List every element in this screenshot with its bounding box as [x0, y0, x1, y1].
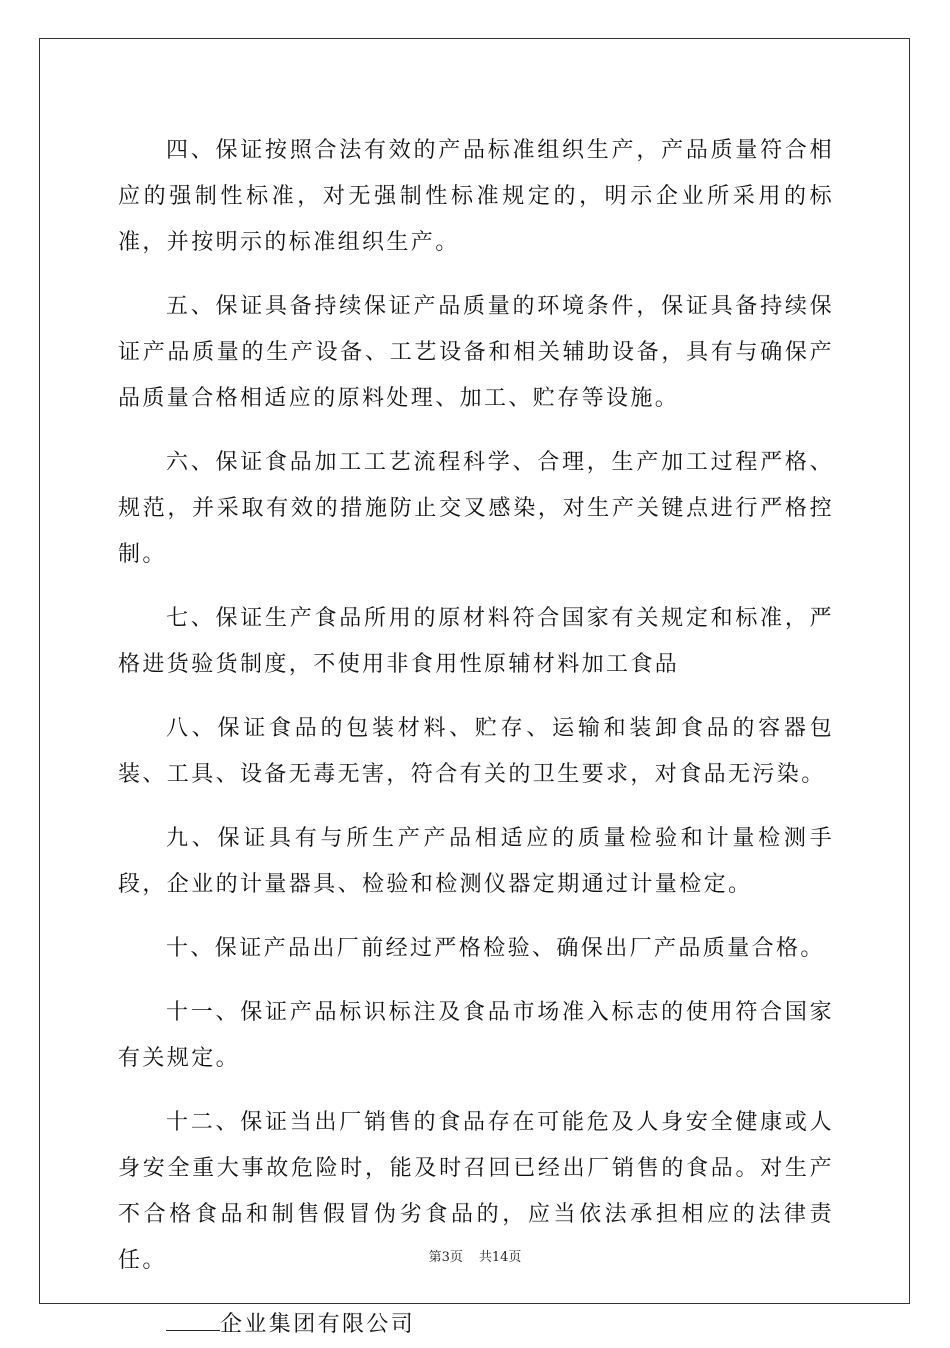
document-body — [118, 128, 834, 1348]
clause-6: 六、保证食品加工工艺流程科学、合理，生产加工过程严格、规范，并采取有效的措施防止交叉感染，对生产关键点进行严格控制。 — [118, 450, 834, 567]
clause-8: 八、保证食品的包装材料、贮存、运输和装卸食品的容器包装、工具、设备无毒无害，符合有关的卫生要求，对食品无污染。 — [118, 716, 834, 787]
clause-11: 十一、保证产品标识标注及食品市场准入标志的使用符合国家有关规定。 — [118, 1000, 834, 1071]
clause-7: 七、保证生产食品所用的原材料符合国家有关规定和标准，严格进货验货制度，不使用非食用性原辅材料加工食品 — [118, 606, 834, 677]
clause-9: 九、保证具有与所生产产品相适应的质量检验和计量检测手段，企业的计量器具、检验和检测仪器定期通过计量检定。 — [118, 826, 834, 897]
page-footer — [0, 1246, 950, 1265]
clause-5: 五、保证具备持续保证产品质量的环境条件，保证具备持续保证产品质量的生产设备、工艺设备和相关辅助设备，具有与确保产品质量合格相适应的原料处理、加工、贮存等设施。 — [118, 294, 834, 411]
clause-4: 四、保证按照合法有效的产品标准组织生产，产品质量符合相应的强制性标准，对无强制性标准规定的，明示企业所采用的标准，并按明示的标准组织生产。 — [118, 138, 834, 255]
clause-10: 十、保证产品出厂前经过严格检验、确保出厂产品质量合格。 — [166, 936, 825, 961]
company-name: 企业集团有限公司 — [220, 1312, 416, 1337]
page-number: 第3页 — [428, 1250, 463, 1265]
signature-line — [118, 1302, 834, 1348]
page-total: 共14页 — [478, 1250, 522, 1265]
blank-fill-line — [166, 1310, 220, 1331]
clause-12: 十二、保证当出厂销售的食品存在可能危及人身安全健康或人身安全重大事故危险时，能及时召回已经出厂销售的食品。对生产不合格食品和制售假冒伪劣食品的，应当依法承担相应的法律责任。 — [118, 1110, 834, 1273]
